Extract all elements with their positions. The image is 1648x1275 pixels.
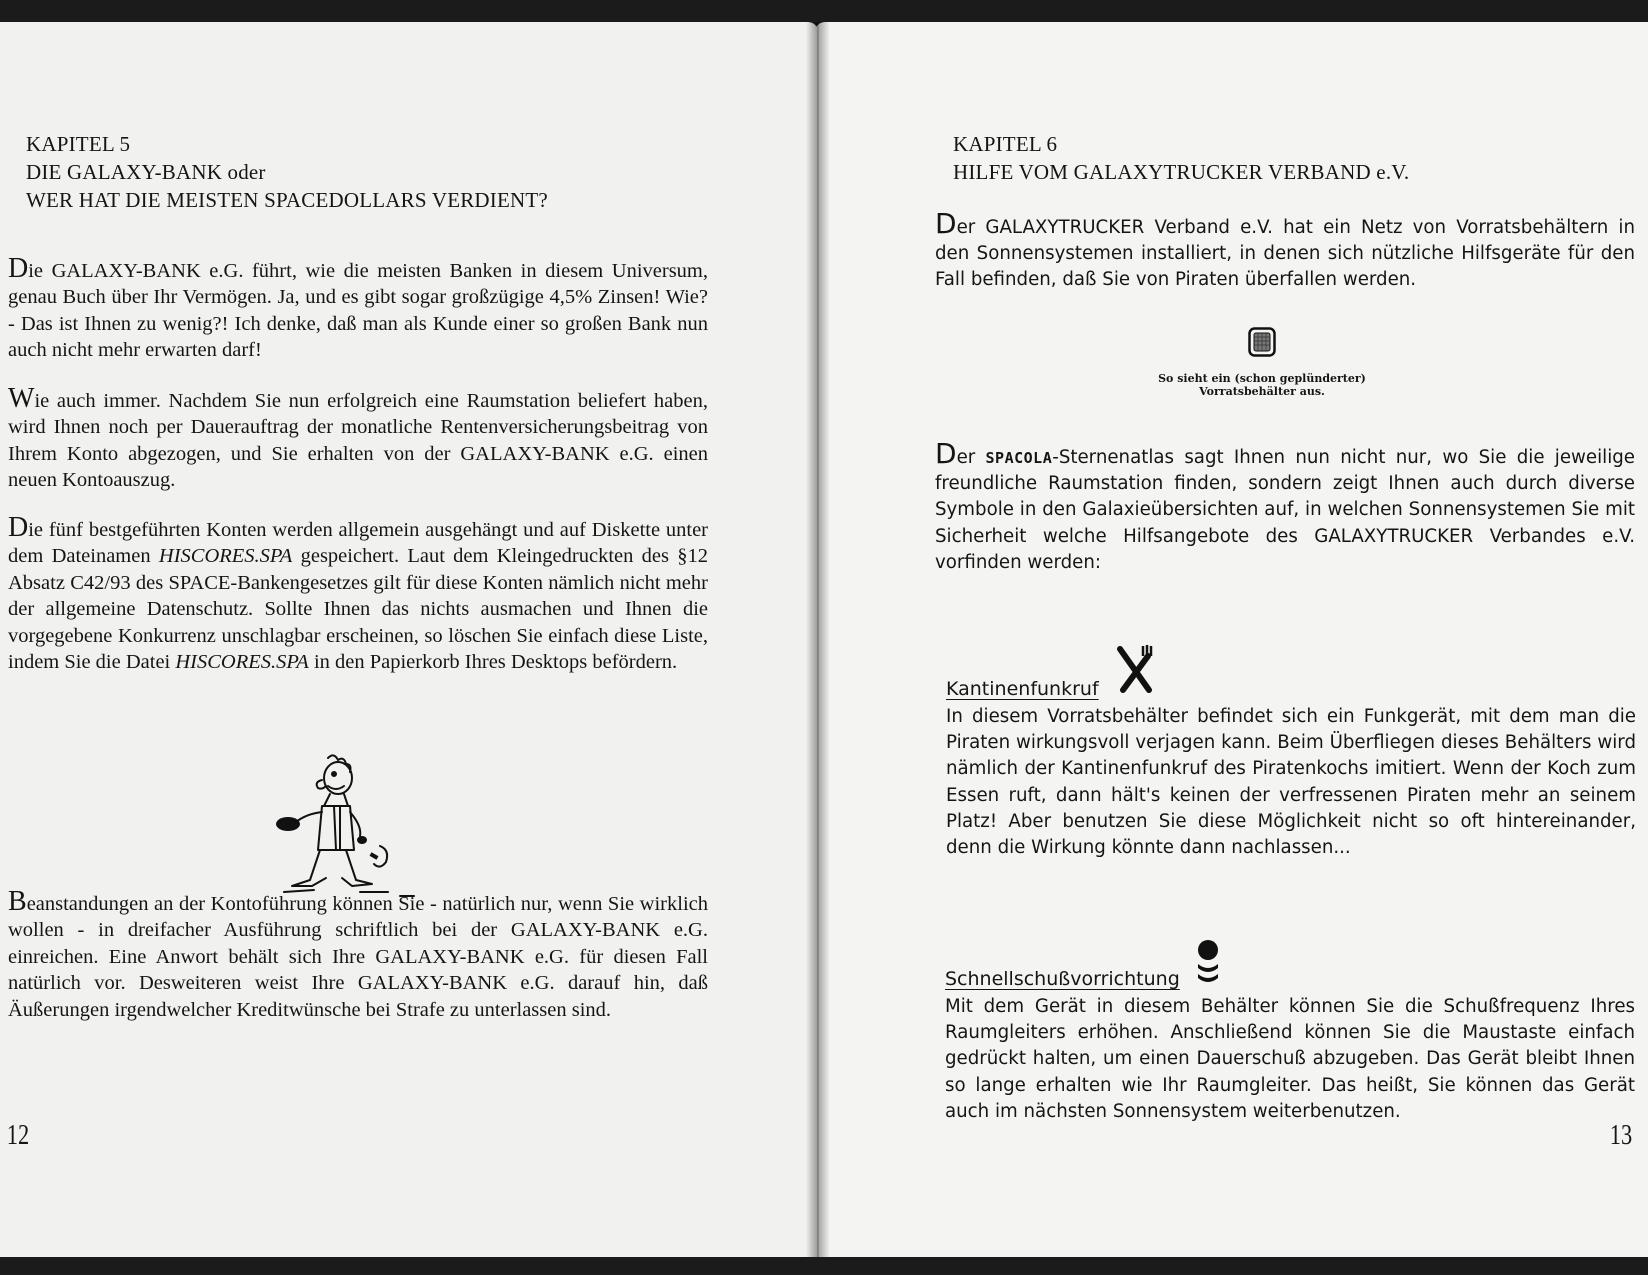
schnellschussvorrichtung-title: Schnellschußvorrichtung [945, 968, 1180, 990]
kantinenfunkruf-description: In diesem Vorratsbehälter befindet sich ein Funkgerät, mit dem man die Piraten wirkungsvoll verjagen kann. Beim Überfliegen dieses Behälters wird nämlich der Kantinenfunkruf des Piratenkochs imitiert. Wenn der Koch zum Essen ruft, dann hält's keinen der verfressenen Piraten mehr an seinem Platz! Aber benutzen Sie diese Möglichkeit nicht so oft hintereinander, denn die Wirkung könnte dann nachlassen... [946, 706, 1636, 859]
container-caption [1062, 372, 1462, 398]
chapter-title: HILFE VOM GALAXYTRUCKER VERBAND e.V. [953, 160, 1410, 184]
paragraph-text: eanstandungen an der Kontoführung können Sie - natürlich nur, wenn Sie wirklich wollen - in dreifacher Ausführung schriftlich bei der GALAXY-BANK e.G. einreichen. Eine Anwort behält sich Ihre GALAXY-BANK e.G. für diesen Fall natürlich vor. Desweiteren weist Ihre GALAXY-BANK e.G. darauf hin, daß Äußerungen irgendwelcher Kreditwünsche bei Strafe zu unterlassen sind. [8, 893, 708, 1021]
crossed-cutlery-icon [1115, 644, 1153, 694]
dropcap: D [8, 512, 29, 543]
dropcap: D [8, 253, 29, 284]
spacola-brand: SPACOLA [985, 449, 1053, 467]
container-icon [1248, 327, 1276, 357]
filename: HISCORES.SPA [158, 545, 293, 568]
filename: HISCORES.SPA [175, 651, 309, 674]
chapter-6-heading [953, 130, 1409, 186]
paragraph-text: ie auch immer. Nachdem Sie nun erfolgreich eine Raumstation beliefert haben, wird Ihnen noch per Dauerauftrag der monatliche Rentenversicherungsbeitrag von Ihrem Konto abgezogen, und Sie erhalten von der GALAXY-BANK e.G. einen neuen Kontoauszug. [8, 390, 708, 492]
left-paragraph-4 [8, 888, 708, 1023]
right-paragraph-2 [935, 437, 1636, 576]
page-number-left: 12 [6, 1120, 30, 1151]
dropcap: B [8, 886, 27, 917]
right-page [815, 22, 1648, 1257]
paragraph-text: er [956, 447, 986, 468]
page-number-right: 13 [1609, 1120, 1633, 1151]
chapter-label: KAPITEL 6 [953, 132, 1058, 156]
dropcap: D [935, 207, 957, 240]
right-paragraph-1 [935, 207, 1635, 294]
left-paragraph-2 [8, 385, 708, 494]
caption-line2: Vorratsbehälter aus. [1199, 385, 1325, 398]
paragraph-text: gespeichert. Laut dem Kleingedruckten des §12 Absatz C42/93 des SPACE-Bankengesetzes gilt für diese Konten nämlich nicht mehr der allgemeine Datenschutz. Sollte Ihnen das nichts ausmachen und Ihnen die vorgegebene Konkurrenz unschlagbar erscheinen, so löschen Sie einfach diese Liste, indem Sie die Datei [8, 545, 708, 674]
dropcap: W [8, 383, 35, 414]
chapter-label: KAPITEL 5 [26, 132, 131, 156]
paragraph-text: ie GALAXY-BANK e.G. führt, wie die meisten Banken in diesem Universum, genau Buch über Ihr Vermögen. Ja, und es gibt sogar großzügige 4,5% Zinsen! Wie? - Das ist Ihnen zu wenig?! Ich denke, daß man als Kunde einer so großen Bank nun auch nicht mehr erwarten darf! [8, 260, 708, 362]
kantinenfunkruf-title: Kantinenfunkruf [946, 678, 1099, 700]
schnellschussvorrichtung-description: Mit dem Gerät in diesem Behälter können Sie die Schußfrequenz Ihres Raumgleiters erhöhen. Anschließend können Sie die Maustaste einfach gedrückt halten, um einen Dauerschuß abzugeben. Das Gerät bleibt Ihnen so lange erhalten wie Ihr Raumgleiter. Das heißt, Sie können das Gerät auch im nächsten Sonnensystem weiterbenutzen. [945, 996, 1635, 1122]
ammo-stack-icon [1195, 940, 1221, 986]
left-paragraph-3 [8, 514, 708, 675]
chapter-title-line2: WER HAT DIE MEISTEN SPACEDOLLARS VERDIENT? [26, 188, 548, 212]
caption-line1: So sieht ein (schon geplünderter) [1158, 372, 1366, 385]
book-gutter [806, 22, 830, 1257]
paragraph-text: in den Papierkorb Ihres Desktops befördern. [308, 651, 678, 674]
left-paragraph-1 [8, 255, 708, 364]
paragraph-text: er GALAXYTRUCKER Verband e.V. hat ein Netz von Vorratsbehältern in den Sonnensystemen installiert, in denen sich nützliche Hilfsgeräte für den Fall befinden, daß Sie von Piraten überfallen werden. [935, 217, 1635, 291]
left-page [0, 22, 818, 1257]
chapter-title-line1: DIE GALAXY-BANK oder [26, 160, 266, 184]
paragraph-text: ie fünf bestgeführten Konten werden allgemein ausgehängt und auf Diskette unter dem Dateinamen [8, 519, 708, 568]
dropcap: D [935, 437, 957, 470]
chapter-5-heading [26, 130, 548, 214]
cartoon-banker-illustration [270, 750, 440, 900]
paragraph-text: -Sternenatlas sagt Ihnen nun nicht nur, wo Sie die jeweilige freundliche Raumstation finden, sondern zeigt Ihnen auch durch diverse Symbole in den Galaxieübersichten auf, in welchen Sonnensystemen Sie mit Sicherheit welche Hilfsangebote des GALAXYTRUCKER Verbandes e.V. vorfinden werden: [935, 447, 1636, 573]
